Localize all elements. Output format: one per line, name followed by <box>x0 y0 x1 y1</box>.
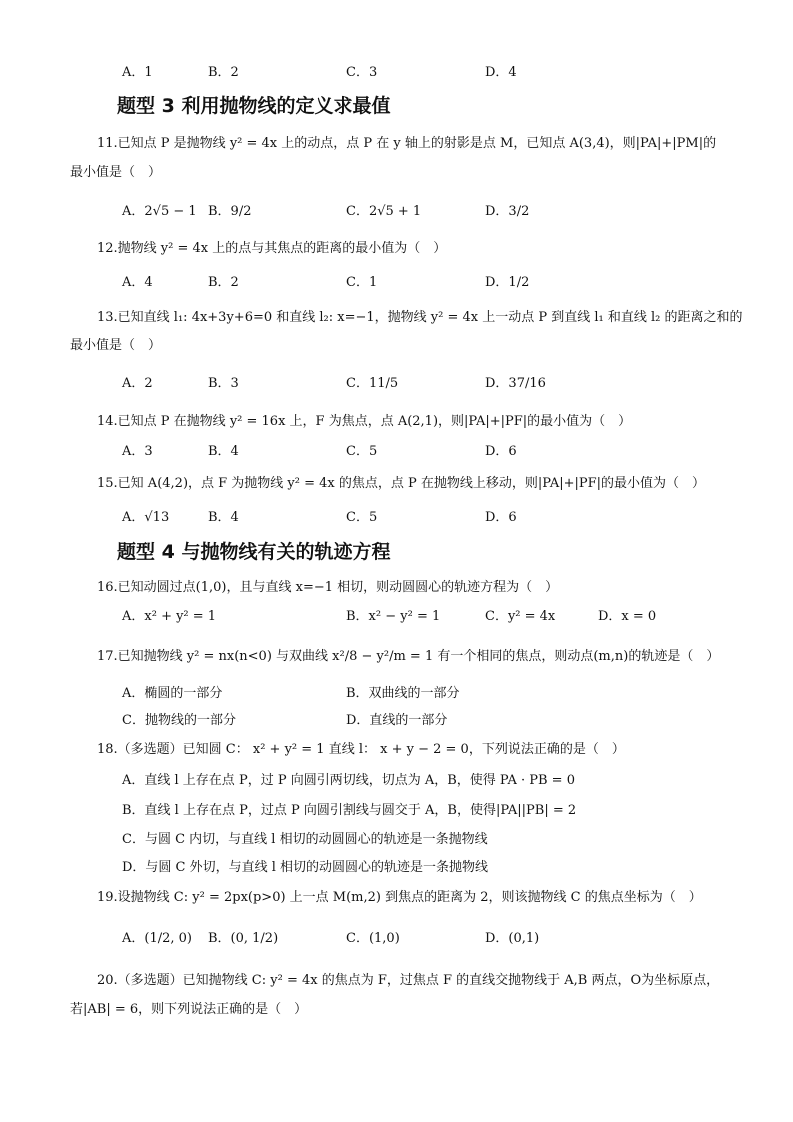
q14-option-a: A．3 <box>122 444 153 459</box>
q13-line1: 13.已知直线 l₁: 4x+3y+6=0 和直线 l₂: x=−1，抛物线 y² = 4x 上一动点 P 到直线 l₁ 和直线 l₂ 的距离之和的 <box>97 310 743 325</box>
q14-option-b: B．4 <box>208 444 239 459</box>
q13-option-a: A．2 <box>122 376 153 391</box>
q15-option-b: B．4 <box>208 510 239 525</box>
q13-line2: 最小值是（ ） <box>70 338 162 353</box>
q12-line1: 12.抛物线 y² = 4x 上的点与其焦点的距离的最小值为（ ） <box>97 241 447 256</box>
section-4-title: 题型 4 与抛物线有关的轨迹方程 <box>117 541 391 563</box>
q13-option-b: B．3 <box>208 376 239 391</box>
q15-line1: 15.已知 A(4,2)，点 F 为抛物线 y² = 4x 的焦点，点 P 在抛物线上移动，则|PA|+|PF|的最小值为（ ） <box>97 476 706 491</box>
q11-option-b: B．9/2 <box>208 204 252 219</box>
q13-option-c: C．11/5 <box>346 376 399 391</box>
q11-option-a: A．2√5 − 1 <box>122 204 197 219</box>
q15-option-c: C．5 <box>346 510 378 525</box>
q14-line1: 14.已知点 P 在抛物线 y² = 16x 上，F 为焦点，点 A(2,1)，则|PA|+|PF|的最小值为（ ） <box>97 414 632 429</box>
q19-option-c: C．(1,0) <box>346 931 400 946</box>
q19-option-a: A．(1/2, 0) <box>122 931 192 946</box>
q18-line1: 18.（多选题）已知圆 C： x² + y² = 1 直线 l： x + y − 2 = 0，下列说法正确的是（ ） <box>97 742 625 757</box>
q16-option-d: D．x = 0 <box>598 609 657 624</box>
q14-option-d: D．6 <box>485 444 517 459</box>
q17-line1: 17.已知抛物线 y² = nx(n<0) 与双曲线 x²/8 − y²/m = 1 有一个相同的焦点，则动点(m,n)的轨迹是（ ） <box>97 649 720 664</box>
q18-option-d: D．与圆 C 外切，与直线 l 相切的动圆圆心的轨迹是一条抛物线 <box>122 860 489 875</box>
q17-option-b: B．双曲线的一部分 <box>346 686 460 701</box>
top-option-b: B．2 <box>208 65 239 80</box>
q14-option-c: C．5 <box>346 444 378 459</box>
q19-option-d: D．(0,1) <box>485 931 540 946</box>
q16-line1: 16.已知动圆过点(1,0)，且与直线 x=−1 相切，则动圆圆心的轨迹方程为（ ） <box>97 580 559 595</box>
top-option-d: D．4 <box>485 65 517 80</box>
q18-option-c: C．与圆 C 内切，与直线 l 相切的动圆圆心的轨迹是一条抛物线 <box>122 832 488 847</box>
q19-option-b: B．(0, 1/2) <box>208 931 279 946</box>
q18-option-a: A．直线 l 上存在点 P，过 P 向圆引两切线，切点为 A，B，使得 PA · PB = 0 <box>122 773 575 788</box>
q11-option-d: D．3/2 <box>485 204 530 219</box>
q12-option-c: C．1 <box>346 275 378 290</box>
q11-line2: 最小值是（ ） <box>70 165 162 180</box>
q16-option-c: C．y² = 4x <box>485 609 556 624</box>
q13-option-d: D．37/16 <box>485 376 546 391</box>
q16-option-a: A．x² + y² = 1 <box>122 609 217 624</box>
top-option-a: A．1 <box>122 65 153 80</box>
q17-option-c: C．抛物线的一部分 <box>122 713 236 728</box>
q11-option-c: C．2√5 + 1 <box>346 204 422 219</box>
section-3-title: 题型 3 利用抛物线的定义求最值 <box>117 95 391 117</box>
q20-line1: 20.（多选题）已知抛物线 C: y² = 4x 的焦点为 F，过焦点 F 的直线交抛物线于 A,B 两点，O为坐标原点， <box>97 973 720 988</box>
q16-option-b: B．x² − y² = 1 <box>346 609 441 624</box>
q12-option-d: D．1/2 <box>485 275 530 290</box>
q15-option-d: D．6 <box>485 510 517 525</box>
q17-option-a: A．椭圆的一部分 <box>122 686 223 701</box>
q11-line1: 11.已知点 P 是抛物线 y² = 4x 上的动点，点 P 在 y 轴上的射影是点 M，已知点 A(3,4)，则|PA|+|PM|的 <box>97 136 717 151</box>
q12-option-b: B．2 <box>208 275 239 290</box>
q17-option-d: D．直线的一部分 <box>346 713 448 728</box>
q20-line2: 若|AB| = 6，则下列说法正确的是（ ） <box>70 1002 308 1017</box>
q15-option-a: A．√13 <box>122 510 170 525</box>
q19-line1: 19.设抛物线 C: y² = 2px(p>0) 上一点 M(m,2) 到焦点的距离为 2，则该抛物线 C 的焦点坐标为（ ） <box>97 890 702 905</box>
q18-option-b: B．直线 l 上存在点 P，过点 P 向圆引割线与圆交于 A，B，使得|PA||PB| = 2 <box>122 803 577 818</box>
top-option-c: C．3 <box>346 65 378 80</box>
q12-option-a: A．4 <box>122 275 153 290</box>
